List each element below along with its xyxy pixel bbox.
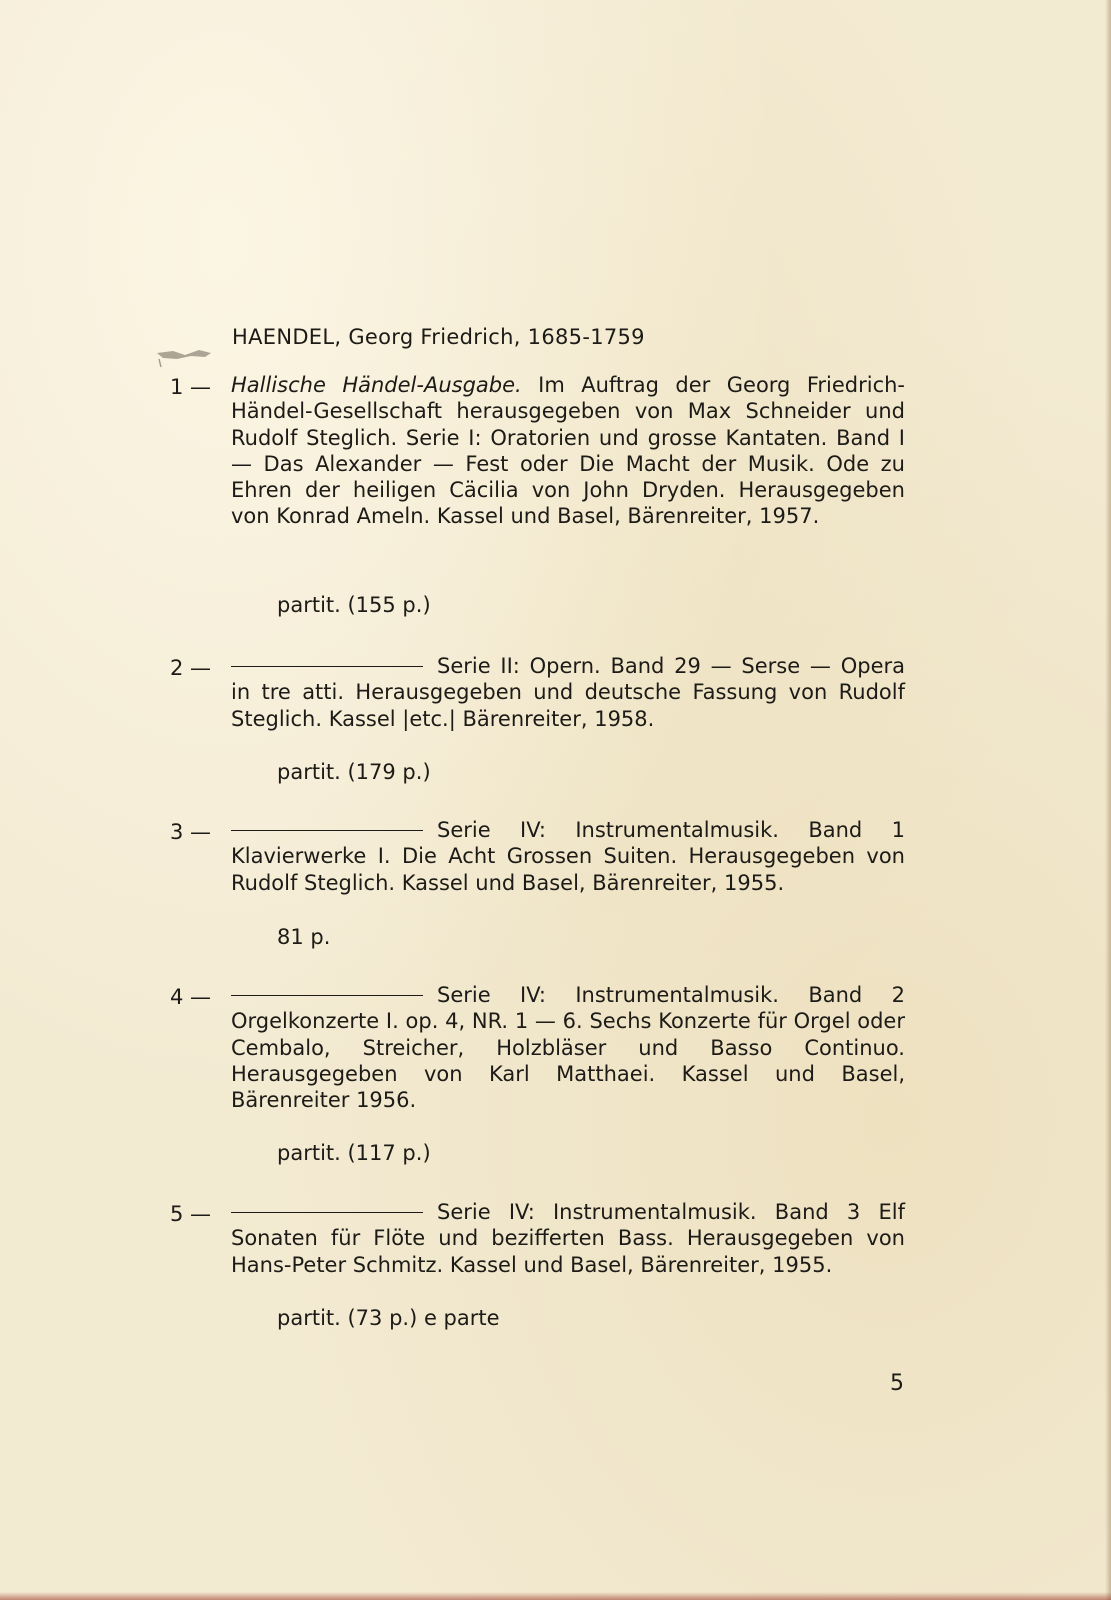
entry-text-1 [231, 372, 905, 530]
entry-number-5: 5 — [170, 1202, 212, 1226]
entry-note-3: 81 p. [277, 925, 331, 949]
page-bottom-edge [0, 1592, 1111, 1600]
entry-note-4: partit. (117 p.) [277, 1141, 431, 1165]
entry-text-2 [231, 653, 905, 732]
entry-number-2: 2 — [170, 656, 212, 680]
entry-number-1: 1 — [170, 375, 212, 399]
entry-note-5: partit. (73 p.) e parte [277, 1306, 500, 1330]
entry-note-1: partit. (155 p.) [277, 593, 431, 617]
ditto-rule [231, 666, 423, 667]
entry-number-3: 3 — [170, 820, 212, 844]
page-number: 5 [890, 1371, 904, 1396]
entry-body-5: Serie IV: Instrumentalmusik. Band 3 Elf Sonaten für Flöte und bezifferten Bass. Herausgegeben von Hans-Peter Schmitz. Kassel und Basel, Bärenreiter, 1955. [231, 1200, 905, 1277]
ditto-rule [231, 830, 423, 831]
entry-note-2: partit. (179 p.) [277, 760, 431, 784]
library-stamp-mark [155, 347, 213, 369]
ditto-rule [231, 995, 423, 996]
author-heading: HAENDEL, Georg Friedrich, 1685-1759 [232, 325, 645, 349]
entry-body-3: Serie IV: Instrumentalmusik. Band 1 Klavierwerke I. Die Acht Grossen Suiten. Herausgegeben von Rudolf Steglich. Kassel und Basel, Bärenreiter, 1955. [231, 818, 905, 895]
entry-text-5 [231, 1199, 905, 1278]
entry-body-1: Im Auftrag der Georg Friedrich-Händel-Gesellschaft herausgegeben von Max Schneider und Rudolf Steglich. Serie I: Oratorien und grosse Kantaten. Band I — Das Alexander — Fest oder Die Macht der Musik. Ode zu Ehren der heiligen Cäcilia von John Dryden. Herausgegeben von Konrad Ameln. Kassel und Basel, Bärenreiter, 1957. [231, 373, 906, 529]
entry-body-4: Serie IV: Instrumentalmusik. Band 2 Orgelkonzerte I. op. 4, NR. 1 — 6. Sechs Konzerte für Orgel oder Cembalo, Streicher, Holzbläser und Basso Continuo. Herausgegeben von Karl Matthaei. Kassel und Basel, Bärenreiter 1956. [231, 983, 905, 1113]
entry-title-italic: Hallische Händel-Ausgabe. [231, 373, 522, 397]
entry-number-4: 4 — [170, 985, 212, 1009]
entry-body-2: Serie II: Opern. Band 29 — Serse — Opera in tre atti. Herausgegeben und deutsche Fassung von Rudolf Steglich. Kassel |etc.| Bärenreiter, 1958. [231, 654, 905, 731]
entry-text-4 [231, 982, 905, 1113]
ditto-rule [231, 1212, 423, 1213]
page-edge-shadow [1105, 0, 1111, 1600]
entry-text-3 [231, 817, 905, 896]
